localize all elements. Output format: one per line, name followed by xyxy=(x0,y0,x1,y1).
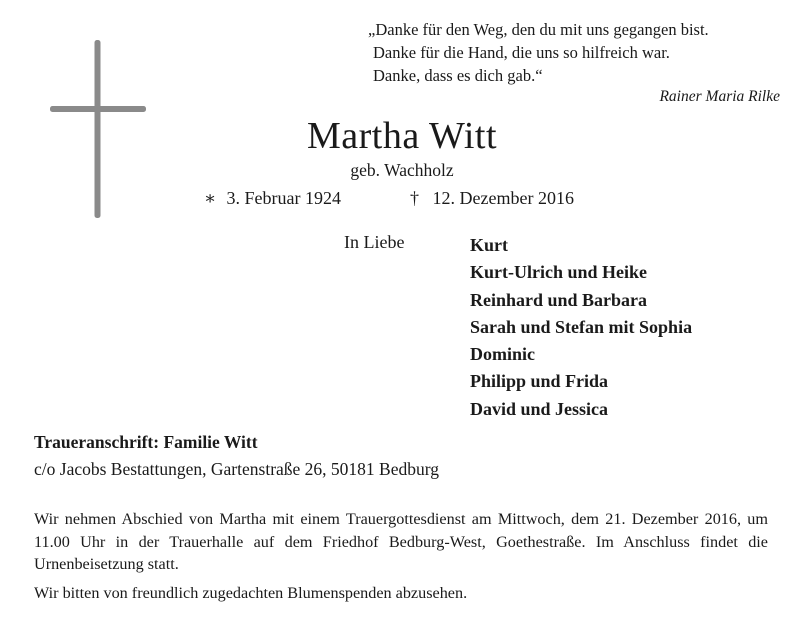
quote-line-3: Danke, dass es dich gab.“ xyxy=(373,66,543,85)
birth-date-text: 3. Februar 1924 xyxy=(226,188,341,208)
asterisk-icon: ∗ xyxy=(204,188,217,208)
in-love-label: In Liebe xyxy=(344,232,405,252)
deceased-name: Martha Witt xyxy=(306,115,498,157)
family-member: Reinhard und Barbara xyxy=(470,289,648,310)
service-paragraph: Wir nehmen Abschied von Martha mit einem Trauergottesdienst am Mittwoch, dem 21. Dezember 2016, um 11.00 Uhr in der Trauerhalle auf dem Friedhof Bedburg-West, Goethestraße. Im Anschluss findet die Urnenbeisetzung statt. xyxy=(34,510,768,573)
birth-date xyxy=(204,188,341,209)
family-member: Philipp und Frida xyxy=(470,371,609,392)
quote-line-2: Danke für die Hand, die uns so hilfreich war. xyxy=(373,43,670,62)
family-member: Kurt-Ulrich und Heike xyxy=(470,262,648,283)
family-member: Sarah und Stefan mit Sophia xyxy=(470,316,693,337)
death-date xyxy=(410,188,574,209)
family-member: Dominic xyxy=(470,344,535,365)
address-heading: Traueranschrift: Familie Witt xyxy=(34,432,258,452)
family-member: Kurt xyxy=(470,235,508,255)
quote-line-1: „Danke für den Weg, den du mit uns gegangen bist. xyxy=(368,20,709,39)
family-list xyxy=(470,232,692,423)
address-line: c/o Jacobs Bestattungen, Gartenstraße 26, 50181 Bedburg xyxy=(34,459,440,479)
quote-author: Rainer Maria Rilke xyxy=(659,88,780,105)
flowers-paragraph: Wir bitten von freundlich zugedachten Blumenspenden abzusehen. xyxy=(34,584,468,602)
dagger-icon: † xyxy=(410,188,419,208)
maiden-name: geb. Wachholz xyxy=(350,160,454,180)
family-member: David und Jessica xyxy=(470,398,609,419)
death-date-text: 12. Dezember 2016 xyxy=(432,188,574,208)
rilke-quote xyxy=(368,18,778,87)
